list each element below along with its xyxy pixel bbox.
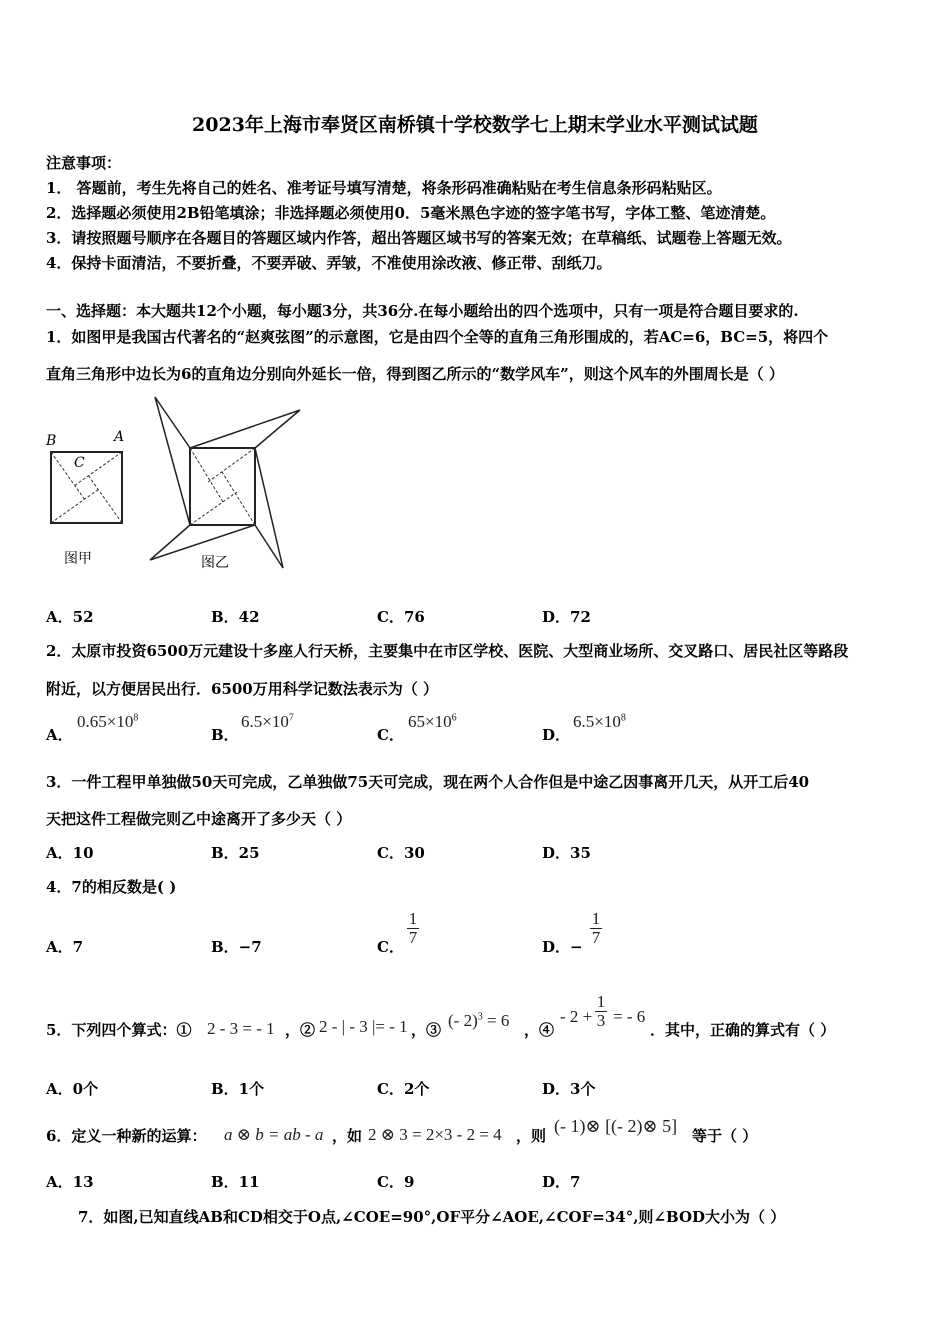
q2-option-d-expr: $6.5\times 10^8$ (573, 712, 626, 731)
fig-label-c: C (74, 455, 85, 471)
section-heading: 一、选择题：本大题共12个小题，每小题3分，共36分.在每小题给出的四个选项中，只有一项是符合题目要求的. (46, 302, 799, 320)
fig-label-a: A (114, 429, 125, 445)
q2-option-d-label[interactable]: D． (542, 726, 571, 744)
q6-suffix: 等于（ ） (692, 1127, 758, 1145)
fig-caption-yi: 图乙 (201, 555, 229, 571)
q2-line2: 附近，以方便居民出行．6500万用科学记数法表示为（ ） (46, 680, 438, 698)
q3-option-c[interactable]: C．30 (377, 844, 425, 862)
q5-prefix: 5．下列四个算式：① (46, 1021, 192, 1039)
q3-option-d[interactable]: D．35 (542, 844, 591, 862)
q3-line1: 3．一件工程甲单独做50天可完成，乙单独做75天可完成，现在两个人合作但是中途乙因事离开几天，从开工后40 (46, 773, 810, 791)
q6-definition: a ⊗ b = ab - a (224, 1125, 324, 1144)
q2-option-c-label[interactable]: C． (377, 726, 404, 744)
q5-expr4-fraction: $\frac{1}{3}$ (596, 992, 606, 1030)
q4-option-b[interactable]: B．−7 (211, 938, 262, 956)
q3-option-a[interactable]: A．10 (46, 844, 94, 862)
q6-option-a[interactable]: A．13 (46, 1173, 94, 1191)
fig-caption-jia: 图甲 (64, 551, 92, 567)
q4-option-c[interactable]: C． (377, 938, 404, 956)
q6-option-b[interactable]: B．11 (211, 1173, 260, 1191)
q6-prefix: 6．定义一种新的运算： (46, 1127, 207, 1145)
q2-option-a-label[interactable]: A． (46, 726, 73, 744)
q5-expr3: (- 2)$^3$ = 6 (448, 1011, 510, 1030)
q5-option-b[interactable]: B．1个 (211, 1080, 265, 1098)
page-title: 2023年上海市奉贤区南桥镇十学校数学七上期末学业水平测试试题 (192, 114, 758, 136)
q6-expression: (- 1)⊗ [(- 2)⊗ 5] (554, 1116, 678, 1136)
q1-line2: 直角三角形中边长为6的直角边分别向外延长一倍，得到图乙所示的“数学风车”，则这个风车的外围周长是（ ） (46, 365, 784, 383)
q5-suffix: ．其中，正确的算式有（ ） (650, 1021, 836, 1039)
q2-option-c-expr: $65\times 10^6$ (408, 712, 457, 731)
q5-sep2: ，② (285, 1021, 316, 1039)
q5-option-a[interactable]: A．0个 (46, 1080, 99, 1098)
q1-option-c[interactable]: C．76 (377, 608, 425, 626)
q1-option-b[interactable]: B．42 (211, 608, 260, 626)
q6-option-d[interactable]: D．7 (542, 1173, 581, 1191)
q5-expr2: 2 - | - 3 |= - 1 (319, 1017, 408, 1036)
figure-yi (145, 392, 305, 572)
q6-option-c[interactable]: C．9 (377, 1173, 415, 1191)
q6-then: ，则 (516, 1127, 547, 1145)
q5-option-d[interactable]: D．3个 (542, 1080, 596, 1098)
q4-option-d-fraction: $\frac{1}{7}$ (591, 909, 601, 947)
q4-line: 4．7的相反数是( ) (46, 878, 177, 896)
q2-option-b-label[interactable]: B． (211, 726, 239, 744)
q5-expr4-pre: - 2 + (560, 1007, 593, 1026)
notice-item-4: 4．保持卡面清洁，不要折叠，不要弄破、弄皱，不准使用涂改液、修正带、刮纸刀。 (46, 254, 612, 272)
fig-label-b: B (46, 433, 57, 449)
notice-item-3: 3．请按照题号顺序在各题目的答题区域内作答，超出答题区域书写的答案无效；在草稿纸、试题卷上答题无效。 (46, 229, 792, 247)
q5-sep4: ，④ (524, 1021, 555, 1039)
q2-option-b-expr: $6.5\times 10^7$ (241, 712, 294, 731)
q1-option-d[interactable]: D．72 (542, 608, 591, 626)
q2-line1: 2．太原市投资6500万元建设十多座人行天桥，主要集中在市区学校、医院、大型商业场所、交叉路口、居民社区等路段 (46, 642, 849, 660)
q1-option-a[interactable]: A．52 (46, 608, 94, 626)
q6-example: 2 ⊗ 3 = 2×3 - 2 = 4 (368, 1125, 502, 1144)
q5-expr1: 2 - 3 = - 1 (207, 1019, 275, 1038)
q6-mid: ，如 (332, 1127, 363, 1145)
q5-expr4-rest: = - 6 (613, 1007, 646, 1026)
notice-item-1: 1． 答题前，考生先将自己的姓名、准考证号填写清楚，将条形码准确粘贴在考生信息条形码粘贴区。 (46, 179, 722, 197)
q4-option-a[interactable]: A．7 (46, 938, 84, 956)
q2-option-a-expr: $0.65\times 10^8$ (77, 712, 139, 731)
q4-option-c-fraction: $\frac{1}{7}$ (408, 909, 418, 947)
q3-option-b[interactable]: B．25 (211, 844, 260, 862)
q7-line: 7．如图,已知直线AB和CD相交于O点,∠COE=90°,OF平分∠AOE,∠COF=34°,则∠BOD大小为（ ） (78, 1208, 786, 1226)
q5-option-c[interactable]: C．2个 (377, 1080, 430, 1098)
q3-line2: 天把这件工程做完则乙中途离开了多少天（ ） (46, 810, 352, 828)
q5-sep3: ，③ (411, 1021, 442, 1039)
q1-line1: 1．如图甲是我国古代著名的“赵爽弦图”的示意图，它是由四个全等的直角三角形围成的，若AC=6，BC=5，将四个 (46, 328, 829, 346)
notice-item-2: 2．选择题必须使用2B铅笔填涂；非选择题必须使用0．5毫米黑色字迹的签字笔书写，字体工整、笔迹清楚。 (46, 204, 776, 222)
q4-option-d[interactable]: D．− (542, 938, 583, 956)
notice-heading: 注意事项： (46, 154, 122, 172)
